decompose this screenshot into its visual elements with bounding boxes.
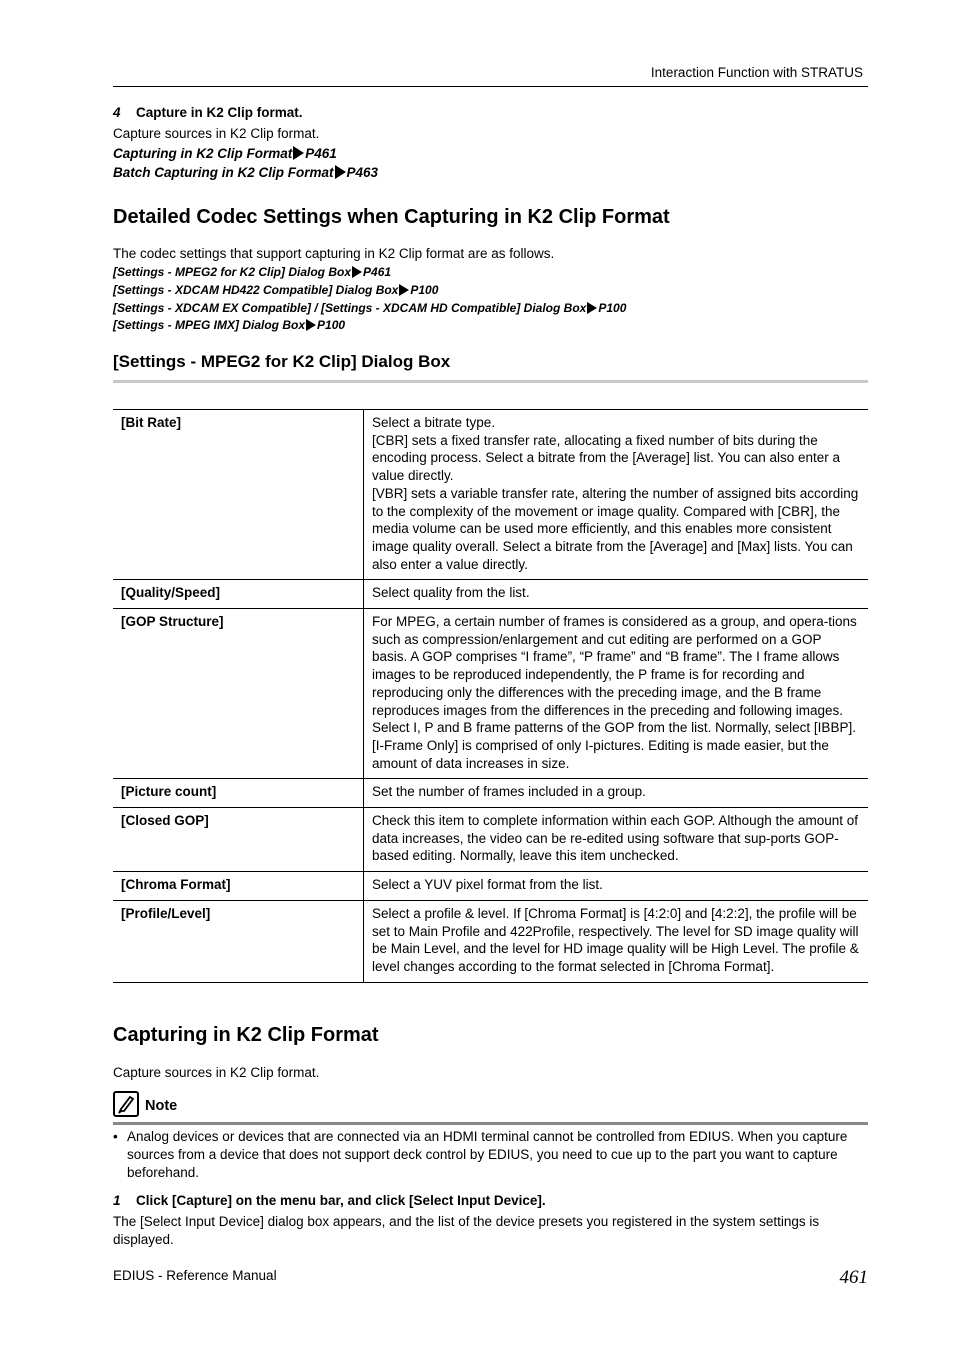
link-settings-xdcam-hd422[interactable]: [Settings - XDCAM HD422 Compatible] Dialog Box P100 [113, 283, 439, 297]
arrow-right-icon [399, 284, 409, 296]
setting-description: Check this item to complete information within each GOP. Although the amount of data increases, the video can be re-edited using software that sup-ports GOP-based editing. Normally, leave this item unchecked. [364, 808, 869, 872]
setting-description: Select quality from the list. [364, 580, 869, 609]
arrow-right-icon [293, 146, 304, 160]
link-settings-mpeg2-k2[interactable]: [Settings - MPEG2 for K2 Clip] Dialog Box P461 [113, 265, 392, 279]
setting-name: [GOP Structure] [113, 609, 364, 779]
step-1-description: The [Select Input Device] dialog box appears, and the list of the device presets you registered in the system settings is displayed. [113, 1214, 820, 1247]
table-row [113, 609, 868, 779]
setting-description: Select a YUV pixel format from the list. [364, 872, 869, 901]
page-header [113, 63, 868, 87]
step-title: Click [Capture] on the menu bar, and click [Select Input Device]. [136, 1193, 546, 1208]
setting-description: Set the number of frames included in a group. [364, 779, 869, 808]
setting-name: [Chroma Format] [113, 872, 364, 901]
step-title: Capture in K2 Clip format. [136, 105, 303, 120]
setting-name: [Picture count] [113, 779, 364, 808]
setting-name: [Bit Rate] [113, 410, 364, 580]
section-title-capturing-k2: Capturing in K2 Clip Format [113, 1024, 379, 1046]
arrow-right-icon [352, 266, 362, 278]
footer-manual-name: EDIUS - Reference Manual [113, 1268, 277, 1283]
step-number: 4 [113, 105, 121, 120]
arrow-right-icon [587, 302, 597, 314]
arrow-right-icon [306, 319, 316, 331]
setting-description: For MPEG, a certain number of frames is considered as a group, and opera-tions such as compression/enlargement and cut editing are performed on a GOP basis. A GOP comprises “I frame”, “P frame” and “B frame”. The I frame allows images to be reproduced independently, the P frame is for recording and reproducing only the differences with the preceding image, and the B frame reproduces images from the differences in the preceding and following images. Select I, P and B frame patterns of the GOP from the list. Normally, select [IBBP]. [I-Frame Only] is comprised of only I-pictures. Editing is made easier, but the amount of data increases in size. [364, 609, 869, 779]
link-batch-capturing-k2[interactable]: Batch Capturing in K2 Clip Format P463 [113, 165, 379, 180]
step-number: 1 [113, 1193, 121, 1208]
note-label: Note [145, 1098, 178, 1114]
table-row [113, 580, 868, 609]
section-title-codec-settings: Detailed Codec Settings when Capturing in K2 Clip Format [113, 206, 670, 228]
link-settings-mpeg-imx[interactable]: [Settings - MPEG IMX] Dialog Box P100 [113, 318, 346, 332]
section-intro: The codec settings that support capturing in K2 Clip format are as follows. [113, 246, 555, 261]
setting-description: Select a bitrate type. [CBR] sets a fixed transfer rate, allocating a fixed number of bits during the encoding process. Select a bitrate from the [Average] list. You can also enter a value directly. [VBR] sets a variable transfer rate, altering the number of assigned bits according to the complexity of the movement or image quality. Compared with [CBR], the media volume can be used more efficiently, and this enables more consistent image quality overall. Select a bitrate from the [Average] and [Max] lists. You can also enter a value directly. [364, 410, 869, 580]
link-settings-xdcam-ex-hd[interactable]: [Settings - XDCAM EX Compatible] / [Settings - XDCAM HD Compatible] Dialog Box P100 [113, 301, 627, 315]
table-row [113, 872, 868, 901]
section-2-intro: Capture sources in K2 Clip format. [113, 1065, 320, 1080]
note-header [113, 1090, 868, 1125]
note-text: Analog devices or devices that are connected via an HDMI terminal cannot be controlled from EDIUS. When you capture sources from a device that does not support deck control by EDIUS, you need to cue up to the part you want to capture beforehand. [127, 1129, 848, 1180]
table-row [113, 808, 868, 872]
table-row [113, 779, 868, 808]
page-number: 461 [839, 1267, 868, 1288]
setting-name: [Closed GOP] [113, 808, 364, 872]
header-title: Interaction Function with STRATUS [650, 65, 863, 80]
note-pencil-icon [113, 1091, 139, 1117]
step-4 [113, 105, 303, 120]
arrow-right-icon [335, 165, 346, 179]
bullet-dot: • [113, 1129, 118, 1144]
note-bullet-item [113, 1128, 868, 1182]
step-4-description: Capture sources in K2 Clip format. [113, 126, 320, 141]
table-row [113, 410, 868, 580]
settings-table [113, 409, 868, 983]
link-capturing-k2[interactable]: Capturing in K2 Clip Format P461 [113, 146, 337, 161]
setting-description: Select a profile & level. If [Chroma Format] is [4:2:0] and [4:2:2], the profile will be set to Main Profile and 422Profile, respectively. The level for SD image quality will be Main Level, and the level for HD image quality will be High Level. The profile & level changes according to the format selected in [Chroma Format]. [364, 900, 869, 982]
step-1 [113, 1193, 546, 1208]
table-row [113, 900, 868, 982]
setting-name: [Profile/Level] [113, 900, 364, 982]
setting-name: [Quality/Speed] [113, 580, 364, 609]
subsection-title-mpeg2-dialog: [Settings - MPEG2 for K2 Clip] Dialog Box [113, 352, 868, 383]
